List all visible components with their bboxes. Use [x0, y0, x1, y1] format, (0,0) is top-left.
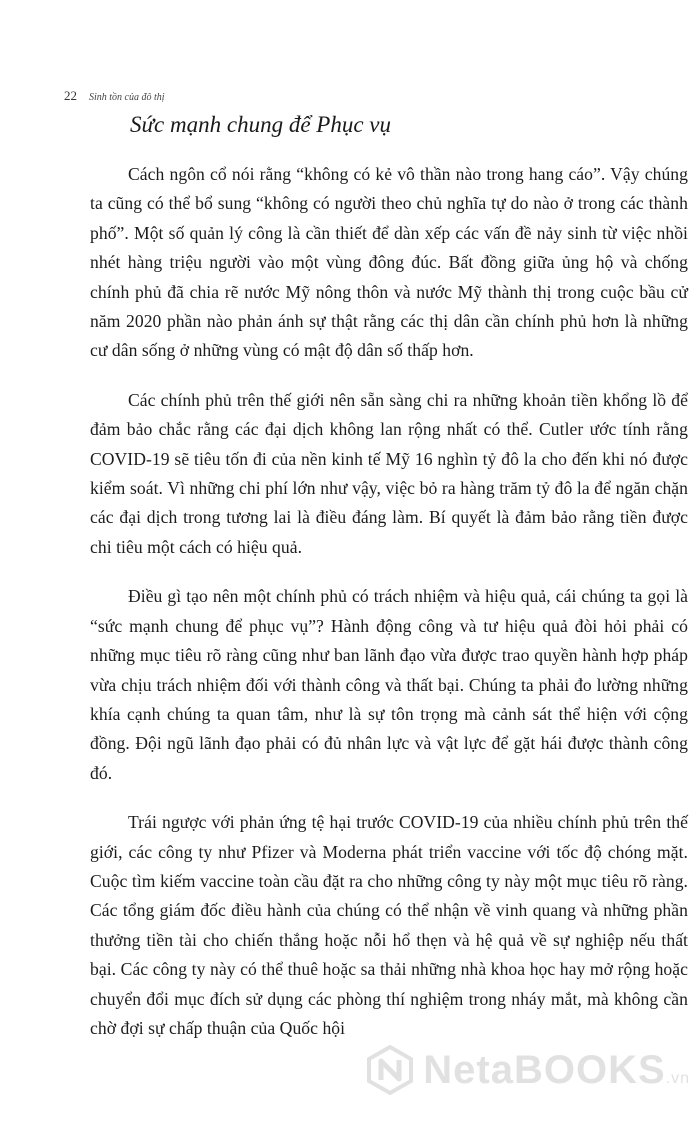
watermark-text: [423, 1048, 690, 1093]
body-text: [90, 160, 688, 1063]
paragraph-2: Các chính phủ trên thế giới nên sẵn sàng chi ra những khoản tiền khổng lồ để đảm bảo chắc rằng các đại dịch không lan rộng nhất có thể. Cutler ước tính rằng COVID-19 sẽ tiêu tốn đi của nền kinh tế Mỹ 16 nghìn tỷ đô la cho đến khi nó được kiểm soát. Vì những chi phí lớn như vậy, việc bỏ ra hàng trăm tỷ đô la để ngăn chặn các đại dịch trong tương lai là điều đáng làm. Bí quyết là đảm bảo rằng tiền được chi tiêu một cách có hiệu quả.: [90, 389, 688, 557]
watermark-suffix: .vn: [665, 1069, 690, 1087]
paragraph-3: Điều gì tạo nên một chính phủ có trách nhiệm và hiệu quả, cái chúng ta gọi là “sức mạnh chung để phục vụ”? Hành động công và tư hiệu quả đòi hỏi phải có những mục tiêu rõ ràng cũng như ban lãnh đạo vừa được trao quyền hành hợp pháp vừa chịu trách nhiệm đối với thành công và thất bại. Chúng ta phải đo lường những khía cạnh chúng ta quan tâm, như là sự tôn trọng mà cảnh sát thể hiện với cộng đồng. Đội ngũ lãnh đạo phải có đủ nhân lực và vật lực để gặt hái được thành công đó.: [90, 586, 688, 783]
running-head: [64, 88, 165, 104]
watermark-brand: NetaBOOKS: [423, 1047, 666, 1092]
page-number: 22: [64, 88, 77, 103]
running-book-title: Sinh tồn của đô thị: [89, 92, 165, 103]
paragraph-1: Cách ngôn cổ nói rằng “không có kẻ vô thần nào trong hang cáo”. Vậy chúng ta cũng có thể bổ sung “không có người theo chủ nghĩa tự do nào ở trong các thành phố”. Một số quản lý công là cần thiết để dàn xếp các vấn đề nảy sinh từ việc nhồi nhét hàng triệu người vào một vùng đông đúc. Bất đồng giữa ủng hộ và chống chính phủ đã chia rẽ nước Mỹ nông thôn và nước Mỹ thành thị trong cuộc bầu cử năm 2020 phần nào phản ánh sự thật rằng các thị dân cần chính phủ hơn là những cư dân sống ở những vùng có mật độ dân số thấp hơn.: [90, 164, 688, 361]
netabooks-logo-icon: [365, 1045, 415, 1095]
section-title: Sức mạnh chung để Phục vụ: [130, 112, 391, 137]
netabooks-watermark: [365, 1045, 690, 1095]
paragraph-4: Trái ngược với phản ứng tệ hại trước COVID-19 của nhiều chính phủ trên thế giới, các công ty như Pfizer và Moderna phát triển vaccine với tốc độ chóng mặt. Cuộc tìm kiếm vaccine toàn cầu đặt ra cho những công ty này một mục tiêu rõ ràng. Các tổng giám đốc điều hành của chúng có thể nhận về vinh quang và những phần thưởng tiền tài cho chiến thắng hoặc nỗi hổ thẹn và hệ quả về sự nghiệp nếu thất bại. Các công ty này có thể thuê hoặc sa thải những nhà khoa học hay mở rộng hoặc chuyển đổi mục đích sử dụng các phòng thí nghiệm trong nháy mắt, mà không cần chờ đợi sự chấp thuận của Quốc hội: [90, 812, 688, 1038]
